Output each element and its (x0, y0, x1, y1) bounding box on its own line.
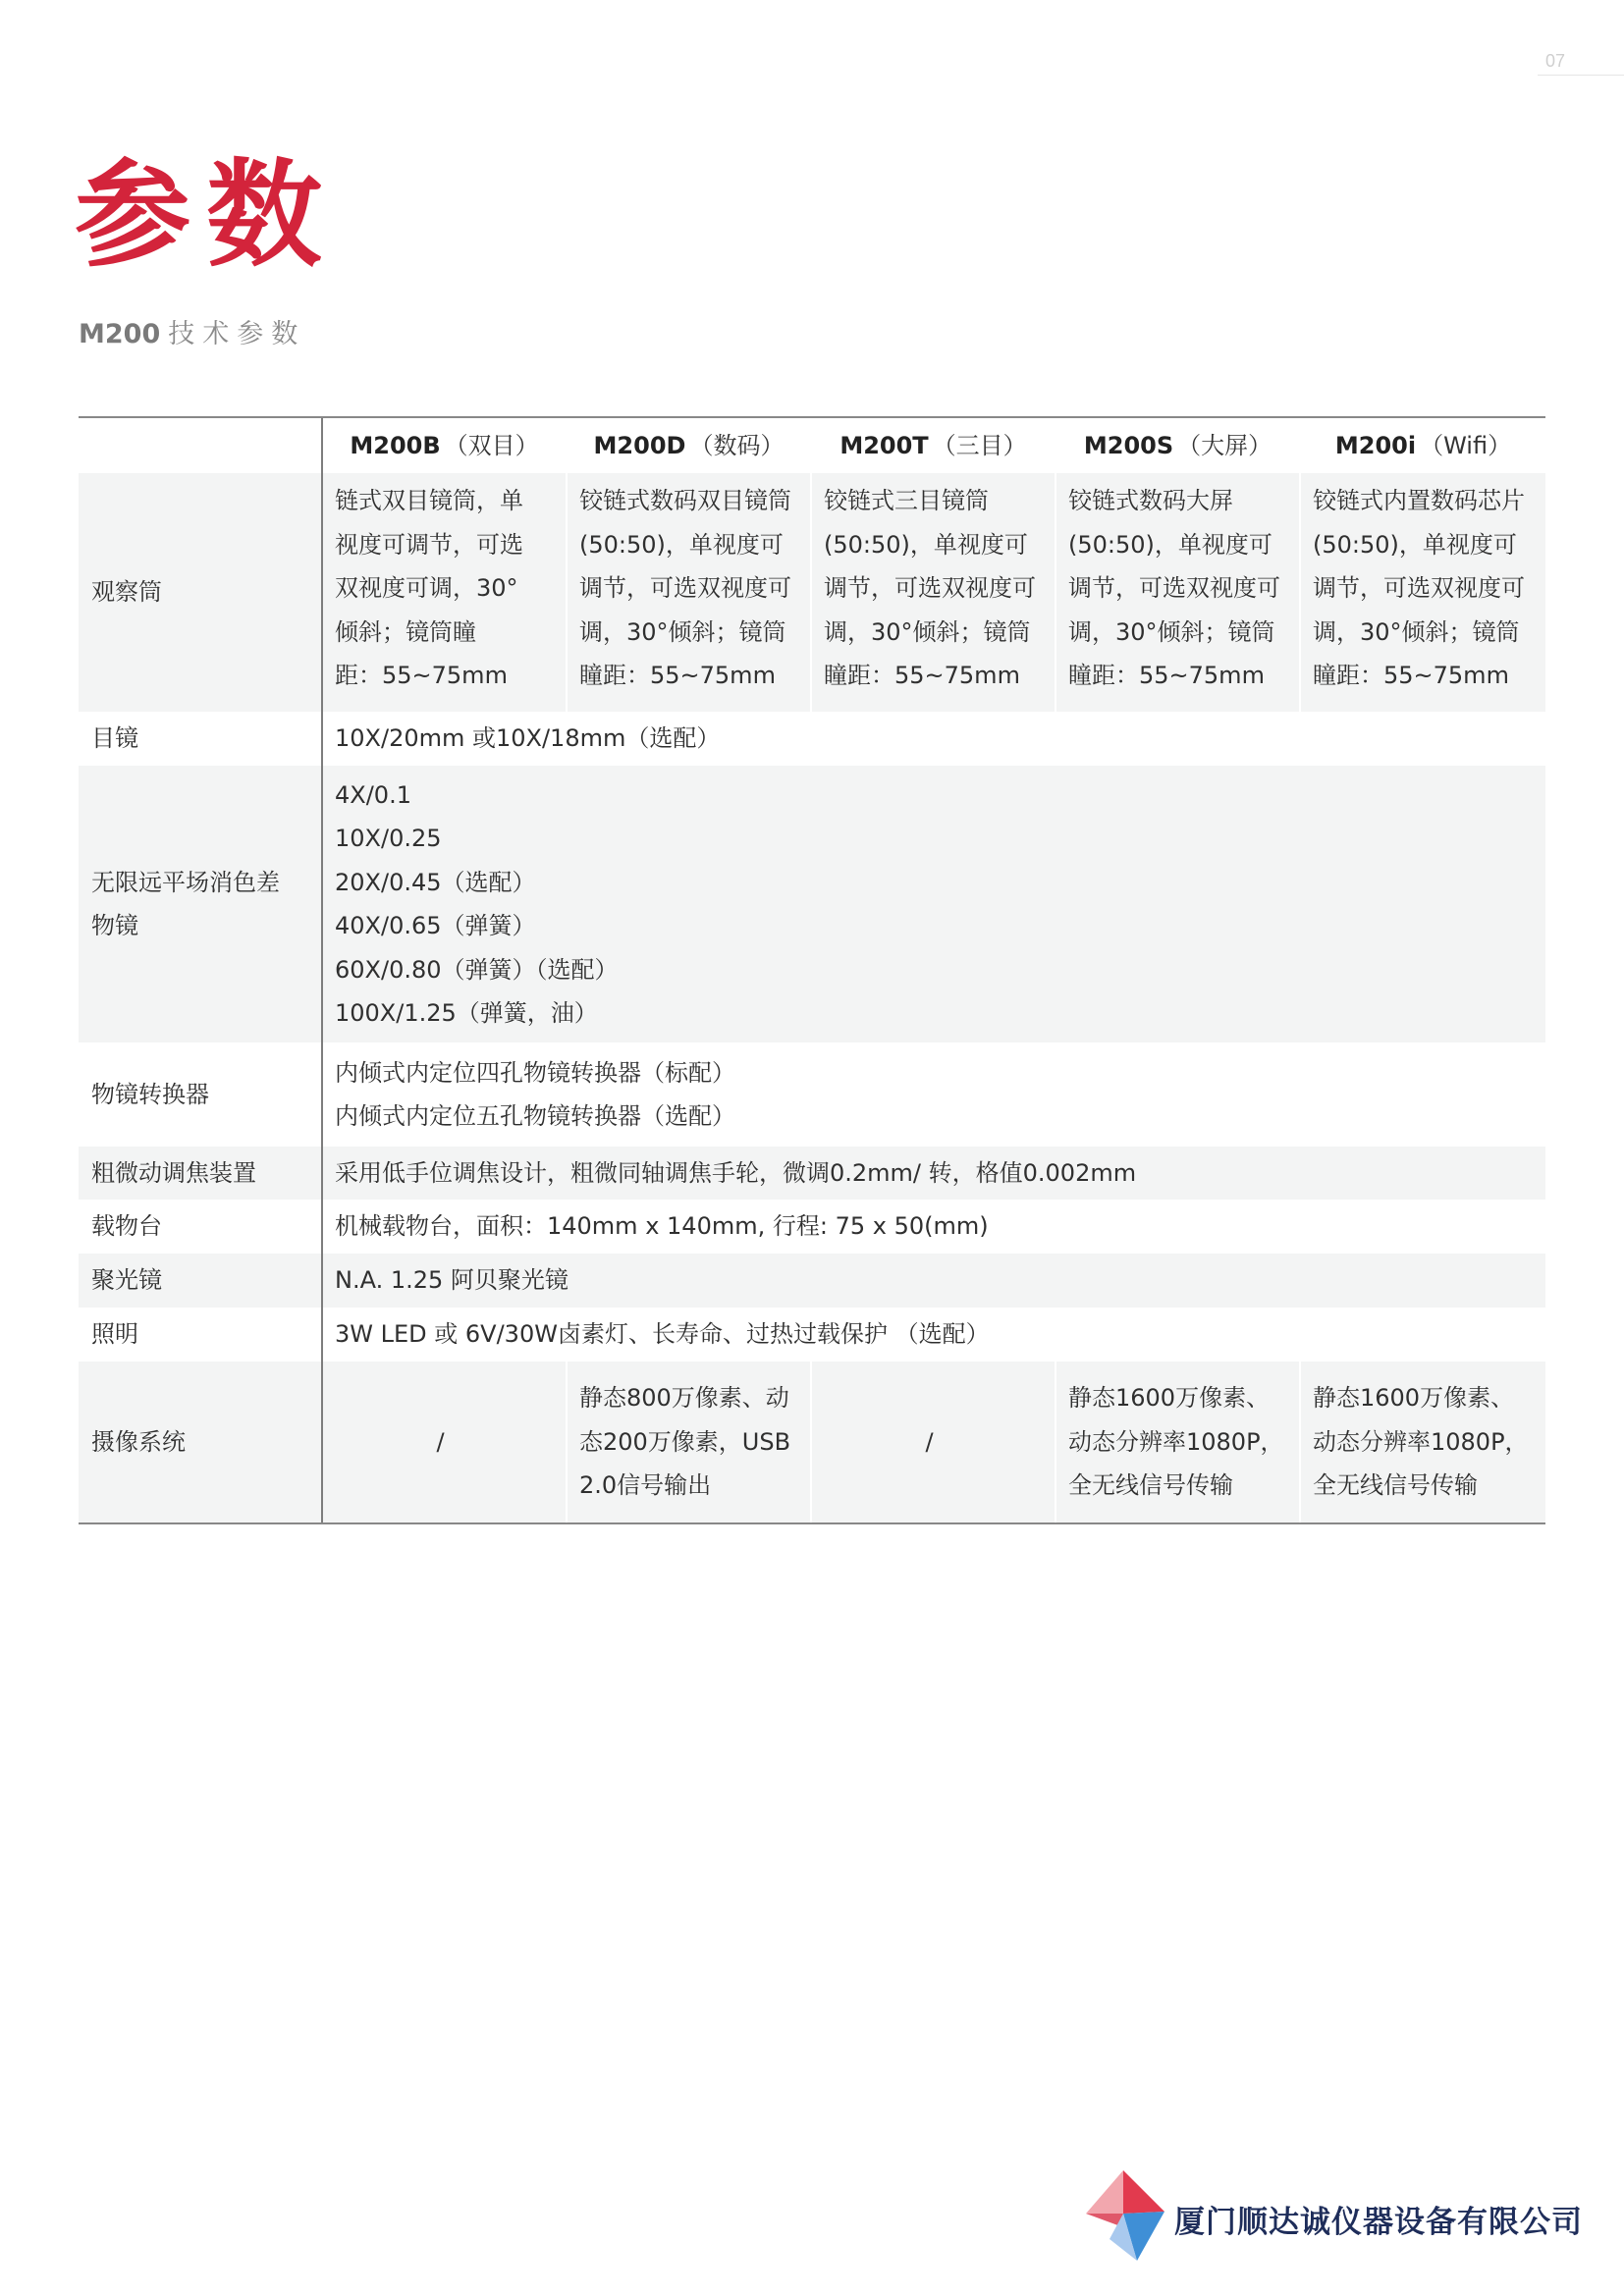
header-m200b (323, 418, 568, 473)
table-row-condenser (79, 1254, 1545, 1308)
cell-line: 动态分辨率1080P， (1068, 1427, 1284, 1456)
table-row-observation (79, 473, 1545, 712)
table-row-focus (79, 1147, 1545, 1200)
eyepiece-value: 10X/20mm 或10X/18mm（选配） (335, 724, 721, 753)
company-name: 厦门顺达诚仪器设备有限公司 (1174, 2205, 1583, 2240)
cell-line: (50:50)，单视度可 (579, 530, 784, 559)
objective-item: 60X/0.80（弹簧）（选配） (335, 955, 619, 984)
cell-line: 态200万像素，USB (579, 1427, 791, 1456)
cell-line: (50:50)，单视度可 (1068, 530, 1272, 559)
observation-m200d (568, 473, 812, 712)
row-label-line: 物镜 (91, 912, 138, 939)
objective-item: 100X/1.25（弹簧，油） (335, 999, 598, 1027)
subtitle-model: M200 (79, 319, 161, 349)
nosepiece-item: 内倾式内定位四孔物镜转换器（标配） (335, 1058, 735, 1087)
diamond-logo-icon (1080, 2170, 1172, 2261)
cell-line: (50:50)，单视度可 (1313, 530, 1517, 559)
table-row-camera (79, 1362, 1545, 1522)
row-label: 观察筒 (79, 473, 323, 712)
cell-line: 瞳距：55~75mm (824, 662, 1020, 689)
cell-line: 视度可调节，可选 (335, 530, 523, 559)
observation-m200t (812, 473, 1056, 712)
cell-line: 铰链式三目镜筒 (824, 487, 989, 514)
cell-line: 铰链式数码大屏 (1068, 487, 1233, 514)
row-label: 粗微动调焦装置 (79, 1147, 323, 1200)
cell-line: 调节，可选双视度可 (1068, 574, 1280, 602)
cell-line: 静态800万像素、动 (579, 1384, 789, 1413)
table-row-objective (79, 766, 1545, 1042)
camera-m200t (812, 1362, 1056, 1522)
header-model: M200S (1083, 431, 1174, 459)
focus-value: 采用低手位调焦设计，粗微同轴调焦手轮，微调0.2mm/ 转，格值0.002mm (335, 1158, 1137, 1187)
nosepiece-item: 内倾式内定位五孔物镜转换器（选配） (335, 1102, 735, 1130)
cell-line: (50:50)，单视度可 (824, 530, 1028, 559)
cell-line: 双视度可调，30° (335, 574, 518, 602)
cell-line: 动态分辨率1080P， (1313, 1427, 1529, 1456)
observation-m200s (1056, 473, 1301, 712)
cell-line: 距：55~75mm (335, 662, 508, 689)
camera-m200d (568, 1362, 812, 1522)
objective-item: 20X/0.45（选配） (335, 868, 536, 896)
header-suffix: （数码） (689, 431, 785, 459)
header-model: M200T (839, 431, 929, 459)
illumination-value: 3W LED 或 6V/30W卤素灯、长寿命、过热过载保护 （选配） (335, 1320, 990, 1349)
cell-line: 全无线信号传输 (1068, 1471, 1233, 1500)
header-suffix: （大屏） (1177, 431, 1272, 459)
cell-line: 静态1600万像素、 (1068, 1384, 1271, 1413)
spec-table (79, 416, 1545, 1524)
stage-value: 机械载物台，面积：140mm x 140mm, 行程: 75 x 50(mm) (335, 1212, 989, 1241)
row-label: 载物台 (79, 1200, 323, 1254)
cell-line: 瞳距：55~75mm (1313, 662, 1509, 689)
cell-line: 全无线信号传输 (1313, 1471, 1478, 1500)
row-label: 聚光镜 (79, 1254, 323, 1308)
row-label: 物镜转换器 (79, 1042, 323, 1147)
objective-item: 10X/0.25 (335, 825, 442, 852)
objective-item: 40X/0.65（弹簧） (335, 912, 536, 939)
subtitle-text: 技术参数 (168, 319, 306, 349)
page-number-divider (1538, 75, 1624, 76)
header-m200s (1056, 418, 1301, 473)
cell-line: 瞳距：55~75mm (579, 662, 776, 689)
objective-item: 4X/0.1 (335, 780, 411, 809)
cell-line: 静态1600万像素、 (1313, 1384, 1515, 1413)
header-m200d (568, 418, 812, 473)
header-suffix: （双目） (444, 431, 539, 459)
table-row-eyepiece (79, 712, 1545, 766)
header-suffix: （Wifi） (1420, 431, 1512, 459)
cell-line: 2.0信号输出 (579, 1471, 712, 1500)
header-model: M200B (350, 431, 441, 459)
table-row-illumination (79, 1308, 1545, 1362)
cell-line: 瞳距：55~75mm (1068, 662, 1265, 689)
cell-line: 调节，可选双视度可 (1313, 574, 1525, 602)
camera-m200i (1301, 1362, 1545, 1522)
objective-values (323, 766, 1545, 1042)
cell-line: 铰链式内置数码芯片 (1313, 487, 1525, 514)
observation-m200b (323, 473, 568, 712)
camera-m200s (1056, 1362, 1301, 1522)
row-label: 摄像系统 (79, 1362, 323, 1522)
row-label-line: 无限远平场消色差 (91, 868, 280, 896)
cell-line: / (436, 1427, 445, 1456)
cell-line: 调节，可选双视度可 (579, 574, 791, 602)
nosepiece-values (323, 1042, 1545, 1147)
cell-line: 调，30°倾斜；镜筒 (824, 617, 1031, 646)
row-label (79, 766, 323, 1042)
table-row-stage (79, 1200, 1545, 1254)
cell-line: 调，30°倾斜；镜筒 (1313, 617, 1520, 646)
header-model: M200i (1334, 431, 1417, 459)
table-row-nosepiece (79, 1042, 1545, 1147)
header-m200t (812, 418, 1056, 473)
table-header-row (79, 418, 1545, 473)
page-title: 参数 (75, 146, 339, 283)
cell-line: 调，30°倾斜；镜筒 (579, 617, 786, 646)
observation-m200i (1301, 473, 1545, 712)
header-suffix: （三目） (932, 431, 1027, 459)
header-m200i (1301, 418, 1545, 473)
page-subtitle (79, 312, 305, 350)
cell-line: 调节，可选双视度可 (824, 574, 1036, 602)
cell-line: 调，30°倾斜；镜筒 (1068, 617, 1275, 646)
row-label: 照明 (79, 1308, 323, 1362)
cell-line: 链式双目镜筒，单 (335, 487, 523, 514)
header-corner (79, 418, 323, 473)
camera-m200b (323, 1362, 568, 1522)
header-model: M200D (593, 431, 686, 459)
row-label: 目镜 (79, 712, 323, 766)
page-number: 07 (1545, 51, 1566, 71)
cell-line: 铰链式数码双目镜筒 (579, 487, 791, 514)
cell-line: 倾斜；镜筒瞳 (335, 617, 476, 646)
condenser-value: N.A. 1.25 阿贝聚光镜 (335, 1266, 568, 1295)
cell-line: / (925, 1427, 934, 1456)
